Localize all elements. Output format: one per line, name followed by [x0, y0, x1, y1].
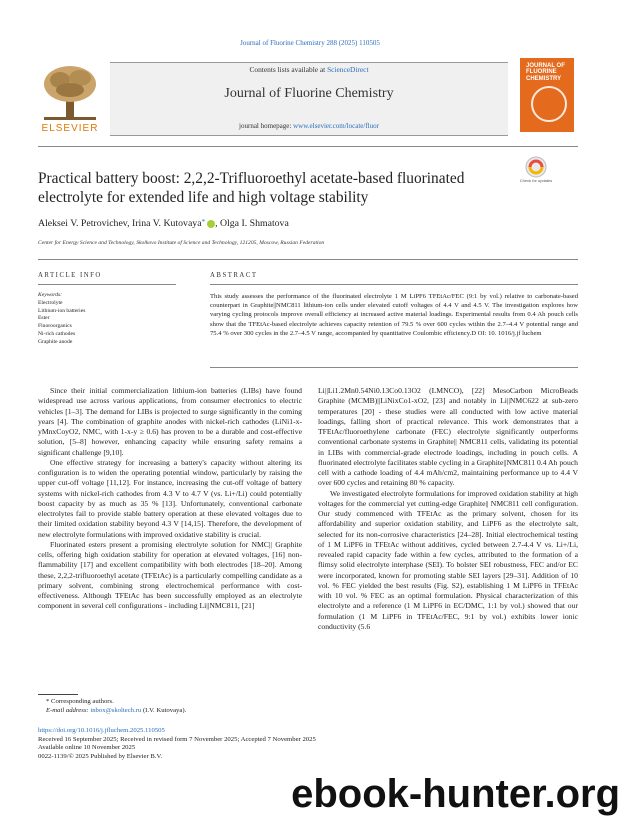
- author-list: Aleksei V. Petrovichev, Irina V. Kutovaya* , Olga I. Shmatova: [38, 218, 289, 229]
- email-suffix: (I.V. Kutovaya).: [141, 707, 187, 714]
- abstract-bottom-rule: [210, 367, 578, 368]
- body-paragraph: Since their initial commercialization lithium-ion batteries (LIBs) have found widespread use across various applications, from consumer electronics to electric vehicles [1–3]. The demand for LIBs is projected to surge significantly in the coming years [4]. The combination of graphite anodes with nickel-rich cathodes (LiNi1-x-yMnxCoyO2, NMC, with 1-x-y ≥ 0.6) has proven to be a durable and cost-effective solution, [5–8] however, enhancing capacity while ensuring safety remains a significant challenge [9,10].: [38, 386, 302, 457]
- corresponding-author-mark[interactable]: *: [201, 218, 206, 226]
- keyword-item: Electrolyte: [38, 299, 63, 306]
- publication-info: [38, 727, 316, 761]
- cover-title: JOURNAL OF FLUORINE CHEMISTRY: [526, 63, 565, 82]
- affiliation-divider: [38, 259, 578, 260]
- header-divider: [38, 146, 578, 147]
- keyword-item: Ni-rich cathodes: [38, 330, 76, 337]
- copyright-line: 0022-1139/© 2025 Published by Elsevier B.V.: [38, 752, 163, 760]
- body-column-left: [38, 386, 302, 612]
- body-paragraph: Fluorinated esters present a promising electrolyte solution for NMC|| Graphite cells, offering high oxidation stability for operation at elevated voltages, [16] non-flammability [17] and excellent compatibility with both electrodes [18–20]. Among these, 2,2,2-trifluoroethyl acetate (TFEtAc) is a particularly compelling candidate as a primary solvent, combining strong electrochemical performance with cost-effectiveness. Although TFEtAc has been successfully employed as an electrolyte component in several cell configurations - including Li||NMC811, [21]: [38, 539, 302, 611]
- journal-cover-thumbnail[interactable]: [520, 58, 574, 132]
- footnote: [46, 697, 186, 715]
- article-info-heading: ARTICLE INFO: [38, 272, 102, 279]
- corresponding-note: * Corresponding authors.: [46, 698, 114, 705]
- sciencedirect-link[interactable]: ScienceDirect: [327, 65, 369, 74]
- keywords-heading: Keywords:: [38, 292, 63, 298]
- cover-molecule-icon: [531, 86, 567, 122]
- footnote-rule: [38, 694, 78, 695]
- journal-reference[interactable]: Journal of Fluorine Chemistry 288 (2025) 110505: [240, 39, 380, 47]
- homepage-prefix: journal homepage:: [239, 122, 294, 130]
- received-dates: Received 16 September 2025; Received in revised form 7 November 2025; Accepted 7 November 2025: [38, 735, 316, 743]
- email-label: E-mail address:: [46, 707, 91, 714]
- abstract-body: This study assesses the performance of the fluorinated electrolyte 1 M LiPF6 TFEtAc/FEC (9:1 by vol.) relative to carbonate-based counterpart in Graphite||NMC811 lithium-ion cells under elevated cutoff voltages of 4.4 V and 4.5 V. The investigation explores how varying cycling protocols improve overall efficiency at increased active material loadings. Experimental results from 0.4 Ah pouch cells show that the TFEtAc-based electrolyte achieves capacity retention of 79.5 % over 600 cycles within the 2.7–4.4 V potential range and 75.4 % over 300 cycles in the 2.7–4.5 V range, accompanied by quantitative Coulombic efficiency.D OI: 10. 1016/j.jf luchem: [210, 293, 578, 337]
- body-column-right: [318, 386, 578, 632]
- contents-prefix: Contents lists available at: [249, 65, 328, 74]
- author-name[interactable]: Aleksei V. Petrovichev: [38, 218, 128, 229]
- watermark: ebook-hunter.org: [291, 772, 620, 816]
- body-paragraph: We investigated electrolyte formulations for improved oxidation stability at high voltages for the commercial yet cutting-edge Graphite|| NMC811 cell configuration. Our study commenced with TFEtAc as the primary solvent, chosen for its affordability and superior oxidation stability, and LiPF6 as the electrolyte salt, selected for its non-corrosive characteristics [24–28]. Initial electrochemical testing of 1 M LiPF6 in TFEtAc without additives, cycled between 2.7-4.4 V vs. Li+/Li, revealed rapid capacity fade within a few cycles, attributed to the formation of a flimsy solid electrolyte interphase (SEI). To bolster SEI robustness, FEC and/or EC were incorporated, known for promoting stable SEI layers [29–31]. Addition of 10 vol. % FEC yielded the best results (Fig. S2), establishing 1 M LiPF6 in TFEtAc with 10 vol. % FEC as an optimal formulation. Physical characterization of this electrolyte and a reference (1 M LiPF6 in EC/DMC, 1:1 by vol.) showed that our formulation (1 M LiPF6 in TFEtAc/FEC, 9:1 by vol.) exhibits lower ionic conductivity (5.6: [318, 488, 578, 631]
- contents-line: [110, 65, 508, 74]
- keyword-item: Graphite anode: [38, 338, 73, 345]
- article-info-rule: [38, 284, 176, 285]
- check-updates-label: Check for updates: [519, 178, 553, 183]
- email-link[interactable]: inbox@skoltech.ru: [90, 707, 142, 714]
- homepage-link[interactable]: www.elsevier.com/locate/fluor: [293, 122, 379, 130]
- elsevier-wordmark: ELSEVIER: [41, 123, 99, 134]
- keywords-block: [38, 292, 176, 347]
- keyword-item: Ester: [38, 315, 50, 322]
- abstract-heading: ABSTRACT: [210, 272, 258, 279]
- keyword-item: Lithium-ion batteries: [38, 307, 86, 314]
- check-for-updates-button[interactable]: [519, 156, 553, 190]
- doi-link[interactable]: https://doi.org/10.1016/j.jfluchem.2025.110505: [38, 727, 165, 734]
- orcid-icon[interactable]: [207, 220, 215, 228]
- body-paragraph: Li||Li1.2Mn0.54Ni0.13Co0.13O2 (LMNCO), [22] MesoCarbon MicroBeads Graphite (MCMB)||LiNixCo1-xO2, [23] and notably in Li||NMC622 at sub-zero temperatures [20] - these studies were all conducted with low active material loadings, falling short of practical relevance. This work demonstrates that a TFEtAc/fluoroethylene carbonate (FEC) electrolyte significantly outperforms conventional carbonate systems in Graphite|| NMC811 cells, validating its potential in LIBs with commercial-grade electrode loadings, including in pouch cells. A fluorinated electrolyte facilitates stable cycling in a Graphite||NMC811 0.4 Ah pouch cell with a cathode loading of 4.4 mAh/cm2, maintaining performance up to 4.4 V over 600 cycles and retaining 80 % capacity.: [318, 386, 578, 488]
- keyword-item: Fluoroorganics: [38, 323, 72, 330]
- abstract-rule: [210, 284, 578, 285]
- online-date: Available online 10 November 2025: [38, 744, 136, 752]
- body-paragraph: One effective strategy for increasing a battery's capacity without altering its configuration is to widen the operating potential window, particularly by raising the upper cut-off voltage [11,12]. For instance, increasing the cut-off voltage of battery systems with nickel-rich cathodes from 4.3 V to 4.7 V (vs. Li+/Li) could potentially boost capacity by as much as 35 % [13]. Unfortunately, conventional carbonate electrolytes fail to provide stable battery operation at these elevated voltages due to their limited oxidation stability beyond 4.3 V [14,15]. Therefore, the development of new electrolyte formulations with improved oxidative stability is crucial.: [38, 457, 302, 539]
- article-title: Practical battery boost: 2,2,2-Trifluoroethyl acetate-based fluorinated electrolyte for extended life and high voltage stability: [38, 170, 465, 206]
- email-line: [46, 706, 186, 715]
- check-updates-icon: [522, 156, 550, 178]
- homepage-line: [110, 122, 508, 130]
- author-name[interactable]: Irina V. Kutovaya: [131, 218, 202, 229]
- author-name[interactable]: Olga I. Shmatova: [219, 218, 289, 229]
- journal-title: Journal of Fluorine Chemistry: [224, 86, 394, 101]
- affiliation: Center for Energy Science and Technology, Skolkovo Institute of Science and Technology, 121205, Moscow, Russian Federation: [38, 240, 325, 246]
